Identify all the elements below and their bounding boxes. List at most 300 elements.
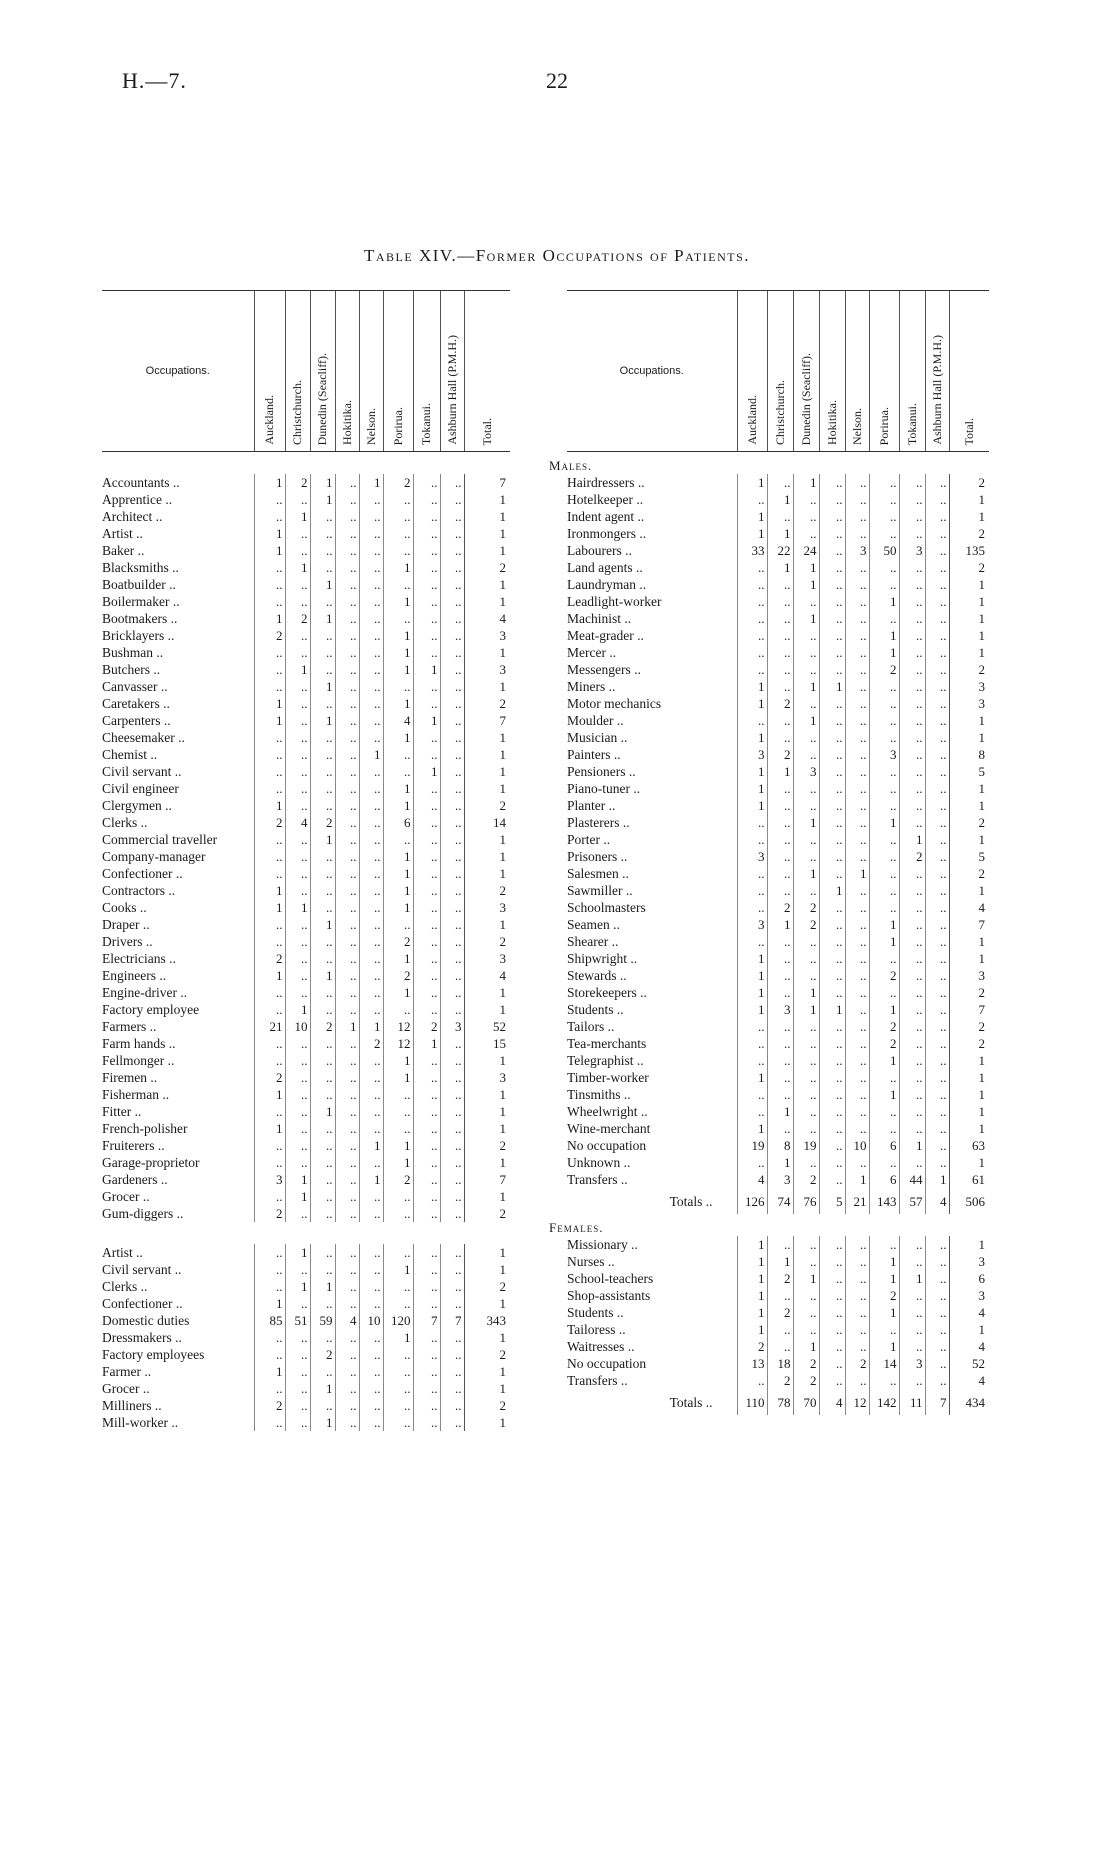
count-cell: 2 [285, 610, 310, 627]
count-cell: .. [254, 1278, 285, 1295]
count-cell: .. [869, 1103, 899, 1120]
count-cell: .. [440, 542, 464, 559]
count-cell: 1 [737, 678, 767, 695]
count-cell: .. [793, 661, 819, 678]
count-cell: .. [254, 763, 285, 780]
count-cell: 1 [793, 678, 819, 695]
count-cell: 3 [767, 1171, 793, 1188]
count-cell: .. [845, 780, 869, 797]
total-cell: 1 [464, 1414, 510, 1431]
count-cell: .. [285, 1414, 310, 1431]
occupation-cell: Unknown .. [567, 1155, 631, 1170]
count-cell: .. [359, 729, 383, 746]
count-cell: .. [254, 1001, 285, 1018]
table-row [102, 1244, 510, 1261]
table-row [102, 916, 510, 933]
count-cell: 1 [310, 967, 335, 984]
count-cell: .. [440, 848, 464, 865]
count-cell: .. [899, 695, 925, 712]
count-cell: .. [359, 644, 383, 661]
count-cell: .. [440, 814, 464, 831]
count-cell: .. [925, 865, 949, 882]
count-cell: .. [845, 831, 869, 848]
count-cell: .. [413, 1397, 440, 1414]
count-cell: 1 [310, 576, 335, 593]
count-cell: 2 [793, 1171, 819, 1188]
count-cell: .. [819, 746, 845, 763]
total-cell: 1 [949, 797, 989, 814]
count-cell: .. [845, 1154, 869, 1171]
table-row [567, 661, 989, 678]
total-cell: 1 [464, 780, 510, 797]
header-christchurch: Christchurch. [767, 291, 793, 452]
count-cell: .. [359, 593, 383, 610]
total-cell: 2 [464, 933, 510, 950]
count-cell: .. [899, 933, 925, 950]
count-cell: .. [310, 950, 335, 967]
total-cell: 3 [949, 1253, 989, 1270]
count-cell: .. [767, 831, 793, 848]
count-cell: .. [440, 1397, 464, 1414]
count-cell: .. [869, 984, 899, 1001]
count-cell: .. [335, 1278, 359, 1295]
count-cell: 1 [413, 763, 440, 780]
count-cell: 1 [310, 1278, 335, 1295]
table-row [567, 474, 989, 491]
occupation-cell: Civil servant .. [102, 1262, 182, 1277]
count-cell: .. [310, 1154, 335, 1171]
count-cell: .. [285, 491, 310, 508]
total-cell: 7 [464, 474, 510, 491]
totals-label: Totals .. [669, 1193, 713, 1209]
count-cell: .. [793, 797, 819, 814]
count-cell: .. [819, 984, 845, 1001]
count-cell: .. [383, 678, 413, 695]
count-cell: .. [413, 678, 440, 695]
count-cell: .. [819, 661, 845, 678]
occupation-cell: Ironmongers .. [567, 526, 647, 541]
occupation-cell: Messengers .. [567, 662, 641, 677]
count-cell: .. [737, 865, 767, 882]
count-cell: 1 [383, 865, 413, 882]
count-cell: .. [925, 899, 949, 916]
table-row [567, 797, 989, 814]
count-cell: .. [845, 1304, 869, 1321]
total-cell: 3 [949, 1287, 989, 1304]
count-cell: .. [925, 933, 949, 950]
count-cell: 2 [383, 1171, 413, 1188]
count-cell: 1 [254, 899, 285, 916]
count-cell: .. [413, 1363, 440, 1380]
count-cell: .. [413, 474, 440, 491]
count-cell: 1 [285, 661, 310, 678]
count-cell: .. [899, 1287, 925, 1304]
table-row [567, 712, 989, 729]
count-cell: 1 [737, 1236, 767, 1253]
table-row [567, 1086, 989, 1103]
count-cell: .. [767, 678, 793, 695]
count-cell: .. [925, 1052, 949, 1069]
count-cell: .. [413, 967, 440, 984]
count-cell: .. [899, 1154, 925, 1171]
table-row [102, 661, 510, 678]
count-cell: 2 [869, 1035, 899, 1052]
count-cell: .. [440, 729, 464, 746]
count-cell: .. [793, 882, 819, 899]
count-cell: .. [440, 661, 464, 678]
count-cell: .. [737, 814, 767, 831]
count-cell: .. [869, 525, 899, 542]
occupation-cell: Gardeners .. [102, 1172, 168, 1187]
count-cell: .. [845, 678, 869, 695]
count-cell: .. [413, 1137, 440, 1154]
count-cell: .. [359, 865, 383, 882]
total-cell: 2 [949, 1035, 989, 1052]
total-cell: 1 [949, 1069, 989, 1086]
count-cell: .. [285, 1035, 310, 1052]
total-cell: 1 [464, 729, 510, 746]
table-row [102, 1001, 510, 1018]
count-cell: .. [925, 1355, 949, 1372]
count-cell: .. [310, 984, 335, 1001]
count-cell: .. [359, 1414, 383, 1431]
count-cell: .. [440, 1414, 464, 1431]
count-cell: 1 [793, 712, 819, 729]
header-ashburn-hall: Ashburn Hall (P.M.H.) [440, 291, 464, 452]
total-cell: 1 [464, 678, 510, 695]
count-cell: 2 [254, 1205, 285, 1222]
count-cell: .. [254, 1035, 285, 1052]
table-row [102, 576, 510, 593]
count-cell: 1 [254, 1086, 285, 1103]
count-cell: .. [440, 1363, 464, 1380]
count-cell: 1 [767, 1103, 793, 1120]
count-cell: .. [413, 1188, 440, 1205]
count-cell: .. [737, 1154, 767, 1171]
count-cell: 2 [383, 474, 413, 491]
count-cell: 44 [899, 1171, 925, 1188]
count-cell: .. [925, 1321, 949, 1338]
table-row [102, 780, 510, 797]
occupation-cell: Apprentice .. [102, 492, 173, 507]
count-cell: .. [819, 1338, 845, 1355]
count-cell: .. [413, 780, 440, 797]
header-tokanui: Tokanui. [899, 291, 925, 452]
total-cell: 3 [949, 678, 989, 695]
table-row [567, 1321, 989, 1338]
count-cell: 1 [413, 712, 440, 729]
count-cell: .. [793, 1069, 819, 1086]
table-row [102, 1052, 510, 1069]
count-cell: .. [440, 1380, 464, 1397]
count-cell: .. [335, 678, 359, 695]
count-cell: .. [440, 712, 464, 729]
count-cell: 1 [767, 1154, 793, 1171]
occupation-cell: Carpenters .. [102, 713, 171, 728]
count-cell: .. [899, 474, 925, 491]
table-row [102, 1380, 510, 1397]
count-cell: .. [413, 933, 440, 950]
count-cell: .. [845, 644, 869, 661]
count-cell: .. [413, 1295, 440, 1312]
count-cell: 12 [383, 1035, 413, 1052]
count-cell: 2 [869, 1287, 899, 1304]
count-cell: .. [869, 899, 899, 916]
count-cell: 1 [869, 916, 899, 933]
count-cell: 50 [869, 542, 899, 559]
count-cell: .. [440, 967, 464, 984]
section-heading [102, 452, 510, 475]
count-cell: 2 [254, 1397, 285, 1414]
occupation-cell: French-polisher [102, 1121, 188, 1136]
count-cell: .. [845, 1270, 869, 1287]
count-cell: .. [899, 1372, 925, 1389]
count-cell: .. [845, 525, 869, 542]
count-cell: 1 [793, 474, 819, 491]
count-cell: .. [413, 899, 440, 916]
page-number: 22 [546, 68, 568, 93]
count-cell: .. [335, 525, 359, 542]
count-cell: 1 [383, 950, 413, 967]
header-occupations: Occupations. [567, 291, 737, 452]
total-cell: 15 [464, 1035, 510, 1052]
count-cell: .. [310, 1329, 335, 1346]
count-cell: .. [285, 882, 310, 899]
occupation-cell: Storekeepers .. [567, 985, 647, 1000]
count-cell: 1 [737, 950, 767, 967]
count-cell: .. [925, 746, 949, 763]
occupation-cell: Schoolmasters [567, 900, 646, 915]
count-cell: .. [383, 1120, 413, 1137]
count-cell: .. [845, 1052, 869, 1069]
count-cell: .. [383, 1001, 413, 1018]
total-cell: 2 [949, 474, 989, 491]
header-total: Total. [464, 291, 510, 452]
count-cell: .. [383, 1397, 413, 1414]
table-row [567, 984, 989, 1001]
count-cell: .. [767, 593, 793, 610]
count-cell: .. [440, 1154, 464, 1171]
count-cell: .. [925, 542, 949, 559]
total-cell: 1 [464, 593, 510, 610]
count-cell: 2 [383, 967, 413, 984]
count-cell: .. [440, 1188, 464, 1205]
count-cell: 2 [869, 661, 899, 678]
total-cell: 135 [949, 542, 989, 559]
count-cell: .. [925, 1018, 949, 1035]
table-row [567, 1253, 989, 1270]
count-cell: 1 [869, 814, 899, 831]
count-cell: .. [285, 1397, 310, 1414]
count-cell: .. [310, 1397, 335, 1414]
occupation-cell: Electricians .. [102, 951, 176, 966]
count-cell: .. [254, 1380, 285, 1397]
count-cell: .. [310, 882, 335, 899]
total-cell: 2 [464, 1397, 510, 1414]
count-cell: .. [767, 1236, 793, 1253]
occupation-cell: Sawmiller .. [567, 883, 633, 898]
count-cell: .. [310, 1052, 335, 1069]
count-cell: .. [310, 525, 335, 542]
table-row [102, 967, 510, 984]
count-cell: 2 [285, 474, 310, 491]
count-cell: .. [413, 916, 440, 933]
count-cell: .. [413, 984, 440, 1001]
count-cell: .. [845, 848, 869, 865]
count-cell: .. [819, 899, 845, 916]
count-cell: .. [335, 848, 359, 865]
count-cell: .. [383, 1244, 413, 1261]
total-cell: 1 [949, 593, 989, 610]
section-heading [567, 452, 989, 475]
count-cell: 2 [767, 746, 793, 763]
count-cell: .. [310, 1261, 335, 1278]
count-cell: .. [335, 933, 359, 950]
count-cell: .. [440, 678, 464, 695]
table-row [102, 644, 510, 661]
count-cell: .. [737, 593, 767, 610]
count-cell: .. [845, 1069, 869, 1086]
count-cell: .. [359, 695, 383, 712]
count-cell: .. [767, 865, 793, 882]
count-cell: .. [925, 729, 949, 746]
count-cell: .. [925, 797, 949, 814]
count-cell: .. [767, 1287, 793, 1304]
count-cell: .. [819, 865, 845, 882]
count-cell: .. [819, 491, 845, 508]
count-cell: 1 [254, 525, 285, 542]
count-cell: .. [254, 1188, 285, 1205]
count-cell: 1 [925, 1171, 949, 1188]
count-cell: .. [310, 1244, 335, 1261]
table-row [567, 508, 989, 525]
count-cell: .. [737, 644, 767, 661]
count-cell: .. [285, 1069, 310, 1086]
count-cell: .. [359, 1397, 383, 1414]
occupation-cell: Missionary .. [567, 1237, 638, 1252]
totals-cell: 506 [949, 1188, 989, 1214]
table-row [567, 695, 989, 712]
occupation-cell: Engine-driver .. [102, 985, 188, 1000]
count-cell: 10 [845, 1137, 869, 1154]
totals-cell: 4 [819, 1389, 845, 1415]
count-cell: 3 [793, 763, 819, 780]
count-cell: .. [767, 797, 793, 814]
occupation-cell: Indent agent .. [567, 509, 645, 524]
occupation-cell: Laundryman .. [567, 577, 647, 592]
total-cell: 63 [949, 1137, 989, 1154]
count-cell: .. [310, 695, 335, 712]
total-cell: 2 [464, 882, 510, 899]
count-cell: .. [285, 1154, 310, 1171]
count-cell: .. [359, 1278, 383, 1295]
occupation-cell: Chemist .. [102, 747, 158, 762]
count-cell: .. [254, 1154, 285, 1171]
total-cell: 1 [464, 525, 510, 542]
count-cell: .. [899, 763, 925, 780]
count-cell: 1 [310, 610, 335, 627]
count-cell: 2 [845, 1355, 869, 1372]
count-cell: 1 [383, 1069, 413, 1086]
count-cell: .. [793, 933, 819, 950]
right-half [549, 290, 989, 1415]
total-cell: 1 [464, 916, 510, 933]
occupation-cell: Fruiterers .. [102, 1138, 165, 1153]
count-cell: .. [359, 491, 383, 508]
count-cell: .. [359, 661, 383, 678]
count-cell: .. [925, 525, 949, 542]
table-row [102, 1069, 510, 1086]
count-cell: 1 [285, 1244, 310, 1261]
count-cell: .. [869, 848, 899, 865]
count-cell: 3 [899, 1355, 925, 1372]
count-cell: .. [925, 1253, 949, 1270]
total-cell: 3 [464, 661, 510, 678]
count-cell: .. [819, 780, 845, 797]
count-cell: .. [899, 678, 925, 695]
count-cell: .. [440, 1329, 464, 1346]
total-cell: 1 [949, 508, 989, 525]
count-cell: 1 [737, 984, 767, 1001]
count-cell: .. [285, 627, 310, 644]
occupation-cell: Domestic duties [102, 1313, 190, 1328]
count-cell: 1 [383, 1329, 413, 1346]
count-cell: 1 [737, 525, 767, 542]
count-cell: .. [899, 1321, 925, 1338]
total-cell: 2 [949, 525, 989, 542]
count-cell: .. [869, 491, 899, 508]
table-row [102, 899, 510, 916]
occupation-cell: Civil servant .. [102, 764, 182, 779]
count-cell: 1 [383, 627, 413, 644]
count-cell: .. [925, 678, 949, 695]
occupation-cell: Bushman .. [102, 645, 164, 660]
total-cell: 3 [464, 950, 510, 967]
count-cell: .. [869, 763, 899, 780]
count-cell: .. [899, 491, 925, 508]
table-row [567, 1035, 989, 1052]
count-cell: .. [359, 848, 383, 865]
total-cell: 7 [949, 916, 989, 933]
total-cell: 1 [464, 542, 510, 559]
count-cell: .. [440, 763, 464, 780]
count-cell: .. [383, 1205, 413, 1222]
count-cell: .. [845, 950, 869, 967]
count-cell: .. [359, 1346, 383, 1363]
table-row [102, 1154, 510, 1171]
count-cell: .. [440, 1120, 464, 1137]
count-cell: .. [440, 984, 464, 1001]
count-cell: .. [440, 1001, 464, 1018]
occupation-cell: Fellmonger .. [102, 1053, 175, 1068]
count-cell: .. [845, 593, 869, 610]
count-cell: 1 [383, 729, 413, 746]
count-cell: 1 [767, 559, 793, 576]
count-cell: .. [285, 729, 310, 746]
count-cell: .. [925, 1069, 949, 1086]
count-cell: .. [440, 474, 464, 491]
count-cell: .. [285, 848, 310, 865]
table-row [102, 627, 510, 644]
count-cell: 1 [793, 1001, 819, 1018]
count-cell: .. [869, 474, 899, 491]
count-cell: .. [793, 1236, 819, 1253]
count-cell: .. [767, 627, 793, 644]
count-cell: .. [767, 950, 793, 967]
count-cell: .. [254, 678, 285, 695]
count-cell: .. [254, 1137, 285, 1154]
occupation-cell: Firemen .. [102, 1070, 158, 1085]
